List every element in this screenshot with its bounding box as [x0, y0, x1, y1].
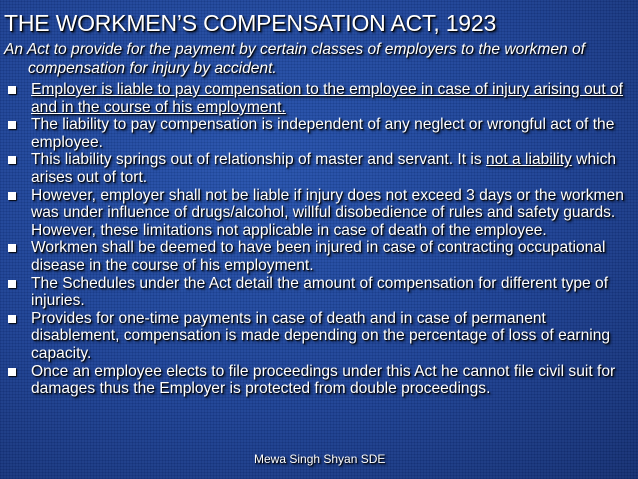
- bullet-text: Provides for one-time payments in case of death and in case of permanent disablement, compensation is made depending on the percentage of loss of earning capacity.: [31, 309, 611, 362]
- bullet-one-time-payments: [6, 310, 632, 363]
- bullet-text: Workmen shall be deemed to have been injured in case of contracting occupational disease in the course of his employment.: [31, 239, 606, 274]
- bullet-text-underlined: not a liability: [486, 151, 572, 169]
- bullet-text: However, employer shall not be liable if injury does not exceed 3 days or the workmen was under influence of drugs/alcohol, willful disobedience of rules and safety guards. However, these limitations not applicable in case of death of the employee.: [31, 186, 624, 239]
- square-bullet-icon: [8, 86, 16, 94]
- square-bullet-icon: [8, 192, 16, 200]
- bullet-text-before: This liability springs out of relationship of master and servant. It is: [31, 151, 487, 169]
- bullet-double-proceedings: [6, 363, 632, 398]
- bullet-text: The liability to pay compensation is independent of any neglect or wrongful act of the employee.: [31, 116, 615, 151]
- bullet-exceptions: [6, 187, 632, 240]
- bullet-master-servant: [6, 151, 632, 186]
- square-bullet-icon: [8, 121, 16, 129]
- bullet-list: [6, 81, 632, 398]
- square-bullet-icon: [8, 315, 16, 323]
- bullet-text: The Schedules under the Act detail the amount of compensation for different type of injuries.: [31, 274, 609, 310]
- bullet-employer-liability: [6, 81, 632, 116]
- act-description: An Act to provide for the payment by certain classes of employers to the workmen of compensation for injury by accident.: [4, 41, 585, 77]
- bullet-text-underlined: Employer is liable to pay compensation to the employee in case of injury arising out of and in the course of his employment.: [31, 81, 624, 116]
- slide-title: THE WORKMEN’S COMPENSATION ACT, 1923: [4, 10, 497, 36]
- square-bullet-icon: [8, 280, 16, 288]
- square-bullet-icon: [8, 368, 16, 376]
- square-bullet-icon: [8, 244, 16, 252]
- bullet-text-after: which arises out of tort.: [31, 151, 617, 186]
- bullet-schedules: [6, 275, 632, 310]
- bullet-text: Once an employee elects to file proceedings under this Act he cannot file civil suit for damages thus the Employer is protected from double proceedings.: [31, 362, 616, 398]
- slide-footer: Mewa Singh Shyan SDE: [254, 452, 386, 466]
- bullet-independent-liability: [6, 116, 632, 151]
- square-bullet-icon: [8, 156, 16, 164]
- bullet-occupational-disease: [6, 239, 632, 274]
